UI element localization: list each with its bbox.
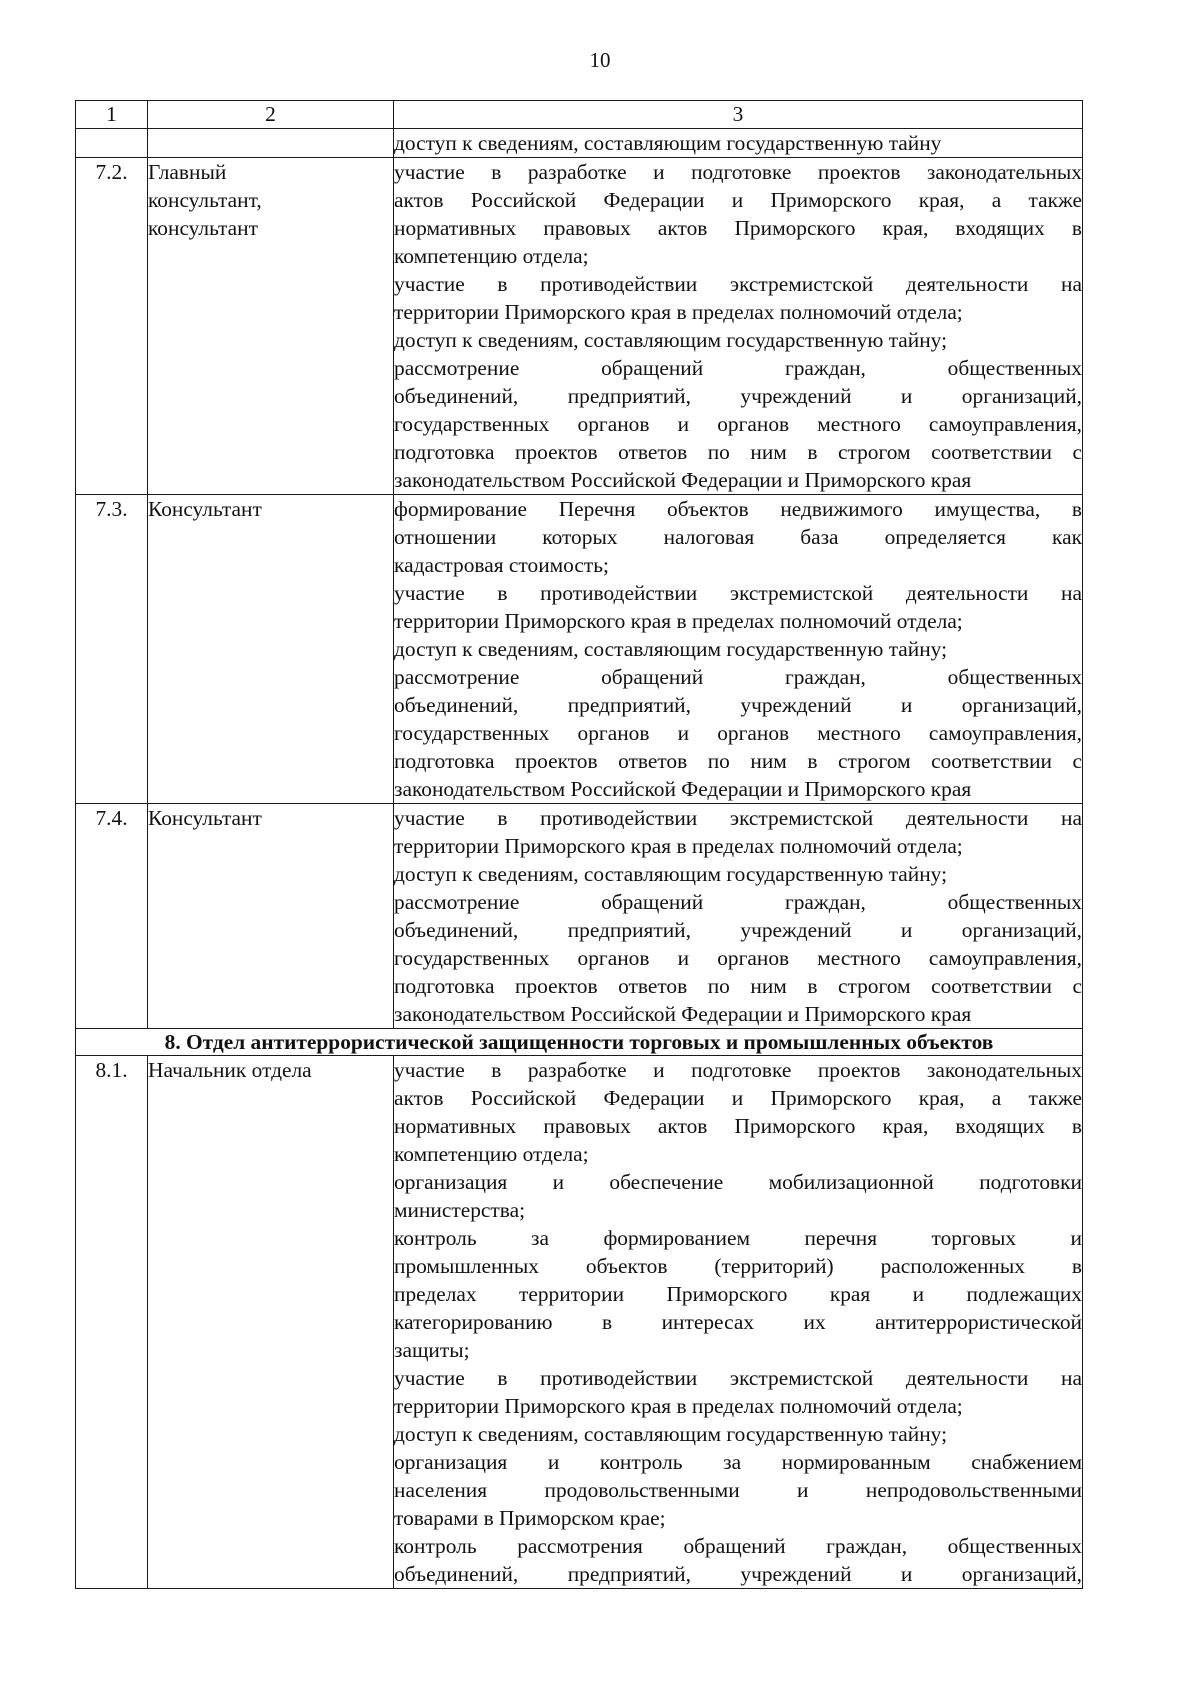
duty-line: кадастровая стоимость; <box>394 553 609 577</box>
duty-line: организация и обеспечение мобилизационной подготовки <box>394 1170 1082 1194</box>
duty-item <box>394 579 1082 635</box>
position-title <box>148 1056 394 1589</box>
duty-line: рассмотрение обращений граждан, общественных <box>394 356 1082 380</box>
duty-line: территории Приморского края в пределах полномочий отдела; <box>394 834 963 858</box>
column-header-number: 1 <box>76 101 148 129</box>
duty-item <box>394 663 1082 803</box>
duty-line: актов Российской Федерации и Приморского края, а также <box>394 188 1082 212</box>
position-title <box>148 129 394 158</box>
duty-item <box>394 888 1082 1028</box>
duty-line: объединений, предприятий, учреждений и организаций, <box>394 918 1082 942</box>
duty-item <box>394 354 1082 494</box>
duty-item <box>394 326 1082 354</box>
table-row <box>76 495 1083 804</box>
duty-line: участие в противодействии экстремистской деятельности на <box>394 581 1082 605</box>
duty-line: рассмотрение обращений граждан, общественных <box>394 665 1082 689</box>
duty-line: территории Приморского края в пределах полномочий отдела; <box>394 609 963 633</box>
duty-line: доступ к сведениям, составляющим государственную тайну; <box>394 1422 948 1446</box>
duty-line: государственных органов и органов местного самоуправления, <box>394 721 1082 745</box>
row-number: 8.1. <box>76 1056 148 1589</box>
duty-item <box>394 1420 1082 1448</box>
duty-line: территории Приморского края в пределах полномочий отдела; <box>394 300 963 324</box>
duty-item <box>394 158 1082 270</box>
position-title-line: консультант <box>148 216 258 240</box>
duty-line: компетенцию отдела; <box>394 1142 589 1166</box>
duty-line: контроль рассмотрения обращений граждан, общественных <box>394 1534 1082 1558</box>
duty-line: доступ к сведениям, составляющим государственную тайну; <box>394 637 948 661</box>
position-title-line: Консультант <box>148 806 262 830</box>
duty-line: объединений, предприятий, учреждений и организаций, <box>394 693 1082 717</box>
duty-item <box>394 270 1082 326</box>
table-row <box>76 1056 1083 1589</box>
duty-line: нормативных правовых актов Приморского края, входящих в <box>394 1114 1082 1138</box>
position-title <box>148 495 394 804</box>
section-title: 8. Отдел антитеррористической защищенности торговых и промышленных объектов <box>76 1029 1083 1056</box>
duty-line: подготовка проектов ответов по ним в строгом соответствии с <box>394 749 1082 773</box>
position-title-line: Консультант <box>148 497 262 521</box>
section-header-row <box>76 1029 1083 1056</box>
table-row <box>76 158 1083 495</box>
duty-line: законодательством Российской Федерации и Приморского края <box>394 468 972 492</box>
duty-line: актов Российской Федерации и Приморского края, а также <box>394 1086 1082 1110</box>
duty-item <box>394 1168 1082 1224</box>
duty-line: участие в разработке и подготовке проектов законодательных <box>394 1058 1082 1082</box>
column-header-row <box>76 101 1083 129</box>
duty-line: министерства; <box>394 1198 526 1222</box>
duty-line: организация и контроль за нормированным снабжением <box>394 1450 1082 1474</box>
page-number: 10 <box>589 48 611 72</box>
table-row <box>76 804 1083 1029</box>
column-header-duties: 3 <box>394 101 1083 129</box>
duties-table-body <box>76 101 1083 1589</box>
duty-line: участие в противодействии экстремистской деятельности на <box>394 1366 1082 1390</box>
duty-line: доступ к сведениям, составляющим государственную тайну <box>394 131 942 155</box>
duty-line: населения продовольственными и непродовольственными <box>394 1478 1082 1502</box>
duties-cell <box>394 495 1083 804</box>
duty-line: государственных органов и органов местного самоуправления, <box>394 946 1082 970</box>
duty-item <box>394 804 1082 860</box>
duty-line: компетенцию отдела; <box>394 244 589 268</box>
duty-line: участие в разработке и подготовке проектов законодательных <box>394 160 1082 184</box>
duty-line: промышленных объектов (территорий) расположенных в <box>394 1254 1082 1278</box>
duty-line: объединений, предприятий, учреждений и организаций, <box>394 1562 1082 1586</box>
duty-line: товарами в Приморском крае; <box>394 1506 666 1530</box>
position-title <box>148 158 394 495</box>
duty-item <box>394 635 1082 663</box>
duty-line: отношении которых налоговая база определяется как <box>394 525 1082 549</box>
duties-cell <box>394 158 1083 495</box>
position-title-line: Главный <box>148 160 227 184</box>
duty-item <box>394 495 1082 579</box>
duties-cell <box>394 129 1083 158</box>
duty-line: пределах территории Приморского края и подлежащих <box>394 1282 1082 1306</box>
duties-cell <box>394 804 1083 1029</box>
duties-cell <box>394 1056 1083 1589</box>
column-header-position: 2 <box>148 101 394 129</box>
row-number <box>76 129 148 158</box>
duty-line: защиты; <box>394 1338 470 1362</box>
duty-line: законодательством Российской Федерации и Приморского края <box>394 1002 972 1026</box>
duty-item <box>394 129 1082 157</box>
position-title-line: консультант, <box>148 188 262 212</box>
duty-item <box>394 1056 1082 1168</box>
duty-line: формирование Перечня объектов недвижимого имущества, в <box>394 497 1082 521</box>
duty-line: участие в противодействии экстремистской деятельности на <box>394 806 1082 830</box>
row-number: 7.2. <box>76 158 148 495</box>
duty-line: участие в противодействии экстремистской деятельности на <box>394 272 1082 296</box>
row-number: 7.3. <box>76 495 148 804</box>
row-number: 7.4. <box>76 804 148 1029</box>
duty-item <box>394 860 1082 888</box>
duty-line: доступ к сведениям, составляющим государственную тайну; <box>394 328 948 352</box>
position-title <box>148 804 394 1029</box>
duty-line: подготовка проектов ответов по ним в строгом соответствии с <box>394 974 1082 998</box>
duty-line: рассмотрение обращений граждан, общественных <box>394 890 1082 914</box>
duty-item <box>394 1448 1082 1532</box>
duty-item <box>394 1364 1082 1420</box>
duty-line: подготовка проектов ответов по ним в строгом соответствии с <box>394 440 1082 464</box>
duty-line: законодательством Российской Федерации и Приморского края <box>394 777 972 801</box>
duty-line: государственных органов и органов местного самоуправления, <box>394 412 1082 436</box>
duty-line: территории Приморского края в пределах полномочий отдела; <box>394 1394 963 1418</box>
duty-item <box>394 1532 1082 1588</box>
duty-line: нормативных правовых актов Приморского края, входящих в <box>394 216 1082 240</box>
duty-line: контроль за формированием перечня торговых и <box>394 1226 1082 1250</box>
position-title-line: Начальник отдела <box>148 1058 312 1082</box>
duty-line: объединений, предприятий, учреждений и организаций, <box>394 384 1082 408</box>
duty-line: доступ к сведениям, составляющим государственную тайну; <box>394 862 948 886</box>
duties-table <box>75 100 1083 1589</box>
table-row <box>76 129 1083 158</box>
duty-line: категорированию в интересах их антитеррористической <box>394 1310 1082 1334</box>
duty-item <box>394 1224 1082 1364</box>
